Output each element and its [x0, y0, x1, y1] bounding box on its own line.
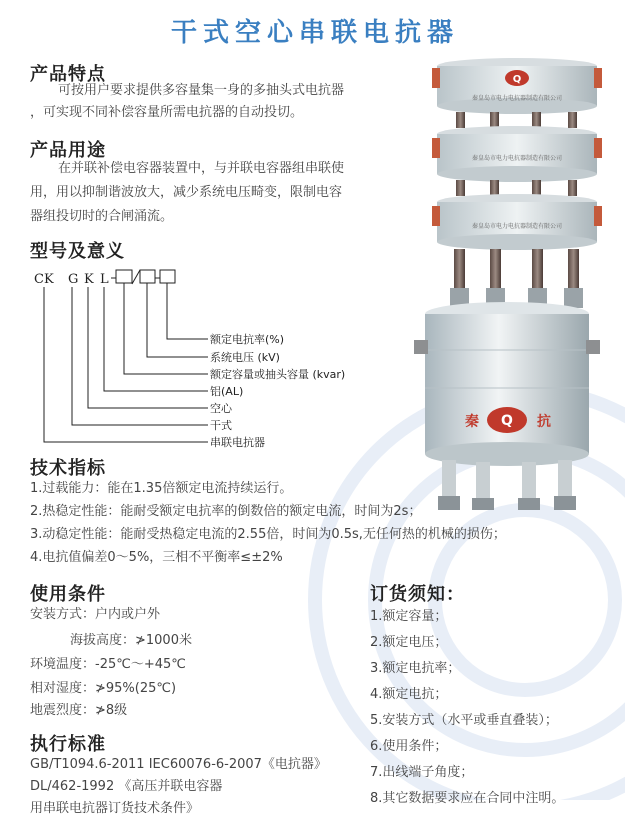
model-code-diagram [30, 262, 410, 452]
coil-band-text-1: 秦皇岛市电力电抗器制造有限公司 [471, 95, 563, 102]
order-item-3: 3.额定电抗率； [370, 661, 461, 676]
box-voltage [140, 270, 155, 283]
label-air-core: 空心 [210, 402, 232, 415]
standards-line-2: DL/462-1992 《高压并联电容器 [30, 779, 223, 794]
label-rated-capacity: 额定容量或抽头容量 (kvar) [210, 368, 346, 381]
features-heading: 产品特点 [30, 64, 106, 85]
order-item-8: 8.其它数据要求应在合同中注明。 [370, 791, 565, 806]
svg-text:Q: Q [501, 413, 513, 429]
reactor-stacked-photo [428, 54, 606, 316]
spec-item-4: 4.电抗值偏差0～5%，三相不平衡率≤±2% [30, 550, 283, 565]
reactor-large-photo [412, 300, 602, 512]
order-item-4: 4.额定电抗； [370, 687, 448, 702]
box-capacity [116, 270, 132, 283]
label-rated-reactance-rate: 额定电抗率(%) [210, 333, 285, 346]
features-line-1: 可按用户要求提供多容量集一身的多抽头式电抗器 [58, 83, 345, 98]
condition-install: 安装方式：户内或户外 [30, 607, 161, 622]
order-item-6: 6.使用条件； [370, 739, 448, 754]
usage-line-3: 器组投切时的合闸涌流。 [30, 209, 174, 224]
coil-band-text-3: 秦皇岛市电力电抗器制造有限公司 [471, 223, 563, 230]
label-series-reactor: 串联电抗器 [210, 436, 265, 449]
page-title: 干式空心串联电抗器 [170, 18, 459, 48]
usage-line-2: 用，用以抑制谐波放大，减少系统电压畸变，限制电容 [30, 185, 343, 200]
features-line-2: ，可实现不同补偿容量所需电抗器的自动投切。 [30, 105, 304, 120]
spec-item-1: 1.过载能力：能在1.35倍额定电流持续运行。 [30, 481, 293, 496]
label-dry-type: 干式 [210, 419, 232, 432]
label-system-voltage: 系统电压 (kV) [210, 351, 280, 364]
condition-temperature: 环境温度：-25℃～+45℃ [30, 657, 186, 672]
standards-line-3: 用串联电抗器订货技术条件》 [30, 801, 200, 816]
order-item-7: 7.出线端子角度； [370, 765, 474, 780]
conditions-heading: 使用条件 [30, 584, 106, 605]
standards-line-1: GB/T1094.6-2011 IEC60076-6-2007《电抗器》 [30, 757, 327, 772]
specs-heading: 技术指标 [30, 458, 106, 479]
order-item-1: 1.额定容量； [370, 609, 448, 624]
company-logo-icon [505, 70, 529, 86]
condition-altitude: 海拔高度：≯1000米 [70, 633, 192, 648]
condition-seismic: 地震烈度：≯8级 [30, 703, 128, 718]
logo-text-right: 抗 [537, 414, 551, 430]
reactor-logo-icon [487, 407, 527, 433]
spec-item-2: 2.热稳定性能：能耐受额定电抗率的倒数倍的额定电流，时间为2s； [30, 504, 422, 519]
code-ck: CK [34, 272, 54, 287]
model-heading: 型号及意义 [30, 241, 125, 262]
box-reactance [160, 270, 175, 283]
ordering-heading: 订货须知： [370, 584, 465, 605]
coil-band-text-2: 秦皇岛市电力电抗器制造有限公司 [471, 155, 563, 162]
svg-text:Q: Q [512, 74, 522, 85]
spec-item-3: 3.动稳定性能：能耐受热稳定电流的2.55倍，时间为0.5s,无任何热的机械的损伤； [30, 527, 506, 542]
usage-heading: 产品用途 [30, 140, 106, 161]
label-aluminum: 铝(AL) [210, 385, 244, 398]
order-item-2: 2.额定电压； [370, 635, 448, 650]
order-item-5: 5.安装方式（水平或垂直叠装）； [370, 713, 558, 728]
usage-line-1: 在并联补偿电容器装置中，与并联电容器组串联使 [58, 161, 345, 176]
condition-humidity: 相对湿度：≯95%(25℃) [30, 681, 177, 696]
code-k: K [84, 272, 94, 287]
standards-heading: 执行标准 [30, 734, 106, 755]
code-l: L [100, 272, 109, 287]
logo-text-left: 秦 [465, 414, 479, 430]
code-g: G [68, 272, 79, 287]
